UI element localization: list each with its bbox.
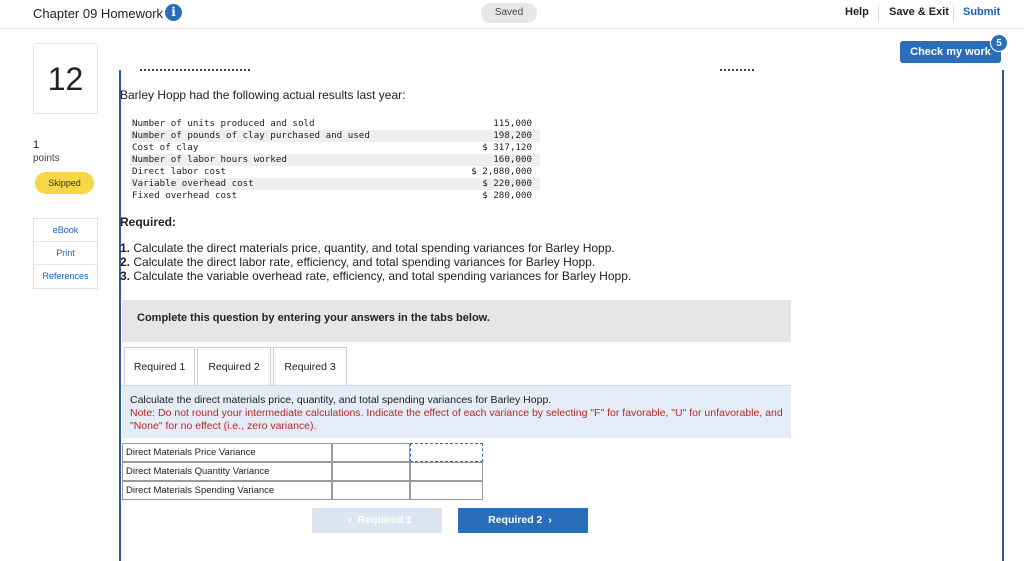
required-heading: Required: [120, 215, 177, 229]
tab-required-2[interactable]: Required 2 [197, 347, 271, 385]
problem-intro: Barley Hopp had the following actual results last year: [120, 88, 406, 102]
row-label: Direct Materials Spending Variance [122, 481, 332, 500]
complete-instruction: Complete this question by entering your answers in the tabs below. [137, 312, 490, 324]
save-status-badge: Saved [481, 3, 537, 23]
row-label: Direct Materials Quantity Variance [122, 462, 332, 481]
tab-required-1[interactable]: Required 1 [124, 347, 195, 385]
actual-results-table [130, 118, 540, 202]
list-item: 1. Calculate the direct materials price, quantity, and total spending variances for Barley Hopp. [120, 241, 615, 255]
ebook-link[interactable]: eBook [34, 219, 97, 242]
previous-tab-button[interactable]: ‹ Required 1 [312, 508, 442, 533]
tab-required-3[interactable]: Required 3 [273, 347, 347, 385]
instruction-main: Calculate the direct materials price, quantity, and total spending variances for Barley Hopp. [130, 394, 552, 406]
chevron-right-icon: › [548, 514, 552, 526]
table-row: Number of units produced and sold 115,000 [132, 118, 532, 129]
save-exit-link[interactable]: Save & Exit [889, 6, 949, 18]
table-row: Fixed overhead cost $ 280,000 [132, 190, 532, 201]
assignment-title: Chapter 09 Homework [33, 6, 164, 21]
clipped-text-fragment [720, 66, 754, 71]
separator [878, 5, 879, 22]
content-border-right [1002, 70, 1004, 561]
table-row: Variable overhead cost $ 220,000 [130, 178, 540, 190]
list-item: 2. Calculate the direct labor rate, efficiency, and total spending variances for Barley Hopp. [120, 255, 596, 269]
next-tab-button[interactable]: Required 2 › [458, 508, 588, 533]
content-border-left [119, 70, 121, 561]
points-value: 1 [33, 139, 40, 151]
check-attempts-badge: 5 [990, 34, 1008, 52]
submit-link[interactable]: Submit [963, 6, 1001, 18]
row-label: Direct Materials Price Variance [122, 443, 332, 462]
amount-input[interactable] [332, 481, 410, 500]
check-my-work-button[interactable]: Check my work [900, 41, 1001, 63]
effect-dropdown[interactable] [410, 443, 483, 462]
table-row [122, 462, 483, 481]
requirements-list [120, 241, 631, 283]
resource-links [33, 218, 98, 289]
table-row [122, 443, 483, 462]
list-item: 3. Calculate the variable overhead rate, efficiency, and total spending variances for Barley Hopp. [120, 269, 632, 283]
question-number: 12 [33, 43, 98, 114]
print-link[interactable]: Print [34, 242, 97, 265]
skipped-status-badge: Skipped [35, 172, 94, 194]
complete-question-banner [122, 300, 791, 342]
table-row: Direct labor cost $ 2,080,000 [132, 166, 532, 177]
separator [953, 5, 954, 22]
points-label: points [33, 153, 60, 164]
clipped-text-fragment [140, 66, 250, 71]
table-row [122, 481, 483, 500]
amount-input[interactable] [332, 443, 410, 462]
chevron-left-icon: ‹ [348, 514, 352, 526]
table-row: Cost of clay $ 317,120 [132, 142, 532, 153]
top-bar [0, 0, 1024, 29]
info-icon[interactable]: i [165, 4, 182, 21]
effect-dropdown[interactable] [410, 481, 483, 500]
effect-dropdown[interactable] [410, 462, 483, 481]
table-row: Number of pounds of clay purchased and used 198,200 [130, 130, 540, 142]
help-link[interactable]: Help [845, 6, 869, 18]
variance-answer-table [122, 443, 483, 500]
instruction-note: Note: Do not round your intermediate calculations. Indicate the effect of each variance by selecting "F" for favorable, "U" for unfavorable, and "None" for no effect (i.e., zero variance). [130, 407, 783, 432]
tab-instructions [122, 385, 791, 438]
amount-input[interactable] [332, 462, 410, 481]
references-link[interactable]: References [42, 271, 89, 281]
table-row: Number of labor hours worked 160,000 [130, 154, 540, 166]
